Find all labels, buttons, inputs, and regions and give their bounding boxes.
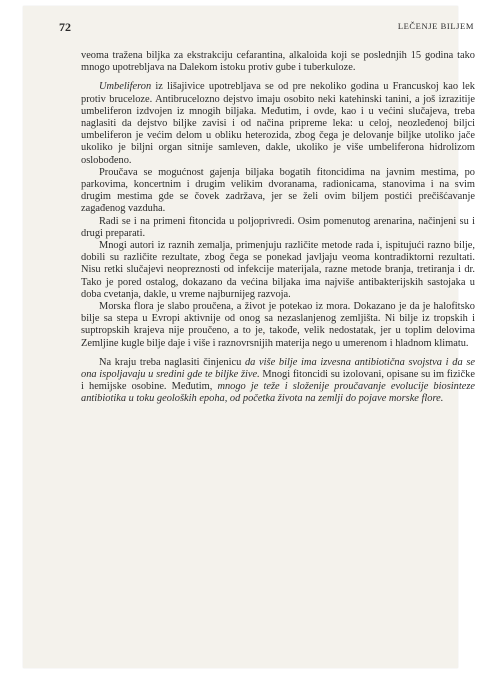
paragraph-2-text: iz lišajivice upotrebljava se od pre nekoliko godina u Francuskoj kao lek protiv bruceloze. Antibrucelozno dejstvo imaju osobito neki katehinski tanini, a još izrazitije umbeliferon izdvojen iz mnogih biljaka. Međutim, i ovde, kao i u većini slučajeva, treba naglasiti da dejstvo biljke zavisi i od načina pripreme leka: u celoj, neozleđenoj biljci umbeliferon je većim delom u obliku heterozida, zbog čega je delovanje biljke utoliko jače ukoliko je biljni organ sitnije samleven, dakle, ukoliko je više umbeliferona hidrolizom oslobođeno. (81, 81, 475, 166)
paragraph-6: Morska flora je slabo proučena, a život je potekao iz mora. Dokazano je da je halofitsko bilje sa stepa u Evropi aktivnije od onog sa nezaslanjenog zemljišta. Ni bilje iz tropskih i suptropskih krajeva nije proučeno, a to je, takođe, velik nedostatak, jer u toplim delovima Zemljine kugle bilje daje i više i raznovrsnijih materija nego u umerenom i hladnom klimatu. (81, 301, 475, 349)
italic-term: Umbeliferon (99, 81, 152, 93)
paragraph-7-italic-b: da više bilje ima izvesna antibiotična svojstva i da se ona ispoljavaju u sredini gde te biljke žive. (81, 356, 475, 381)
paragraph-4: Radi se i na primeni fitoncida u poljoprivredi. Osim pomenutog arenarina, načinjeni su i drugi preparati. (81, 215, 475, 239)
paragraph-7-text-c: Mnogi fitoncidi su izolovani, opisane su im fizičke i hemijske osobine. Međutim, (81, 369, 475, 393)
paragraph-5: Mnogi autori iz raznih zemalja, primenjuju različite metode rada i, ispitujući razno bilje, dobili su različite rezultate, zbog čega se ponekad javljaju veoma kontradiktorni rezultati. Nisu retki slučajevi neopreznosti od infekcije materijala, razne metode branja, tretiranja i dr. Tako je pored ostalog, dokazano da većina biljaka ima najviše antibakterijskih sastojaka u doba cvetanja, dakle, u vreme najburnijeg razvoja. (81, 240, 475, 300)
paragraph-7 (81, 357, 475, 406)
paragraph-1: veoma tražena biljka za ekstrakciju cefarantina, alkaloida koji se poslednjih 15 godina tako mnogo upotrebljava na Dalekom istoku protiv gube i tuberkuloze. (81, 50, 475, 74)
page-number: 72 (59, 20, 71, 34)
book-page (23, 6, 475, 668)
paragraph-3: Proučava se mogućnost gajenja biljaka bogatih fitoncidima na javnim mestima, po parkovima, koncertnim i drugim velikim dvoranama, radionicama, stanovima i na svim drugim mestima gde se čovek zadržava, jer se želi ovim biljem postići prečišćavanje zagađenog vazduha. (81, 166, 475, 215)
paragraph-7-text-a: Na kraju treba naglasiti činjenicu (99, 356, 245, 368)
running-head: LEČENJE BILJEM (397, 21, 474, 31)
paragraph-7-italic-d: mnogo je teže i složenije proučavanje evolucije biosinteze antibiotika u toku geoloških epoha, od početka života na zemlji do pojave morske flore. (81, 381, 475, 405)
paragraph-2 (81, 81, 475, 166)
page-header (59, 20, 474, 36)
body-text (81, 50, 475, 406)
